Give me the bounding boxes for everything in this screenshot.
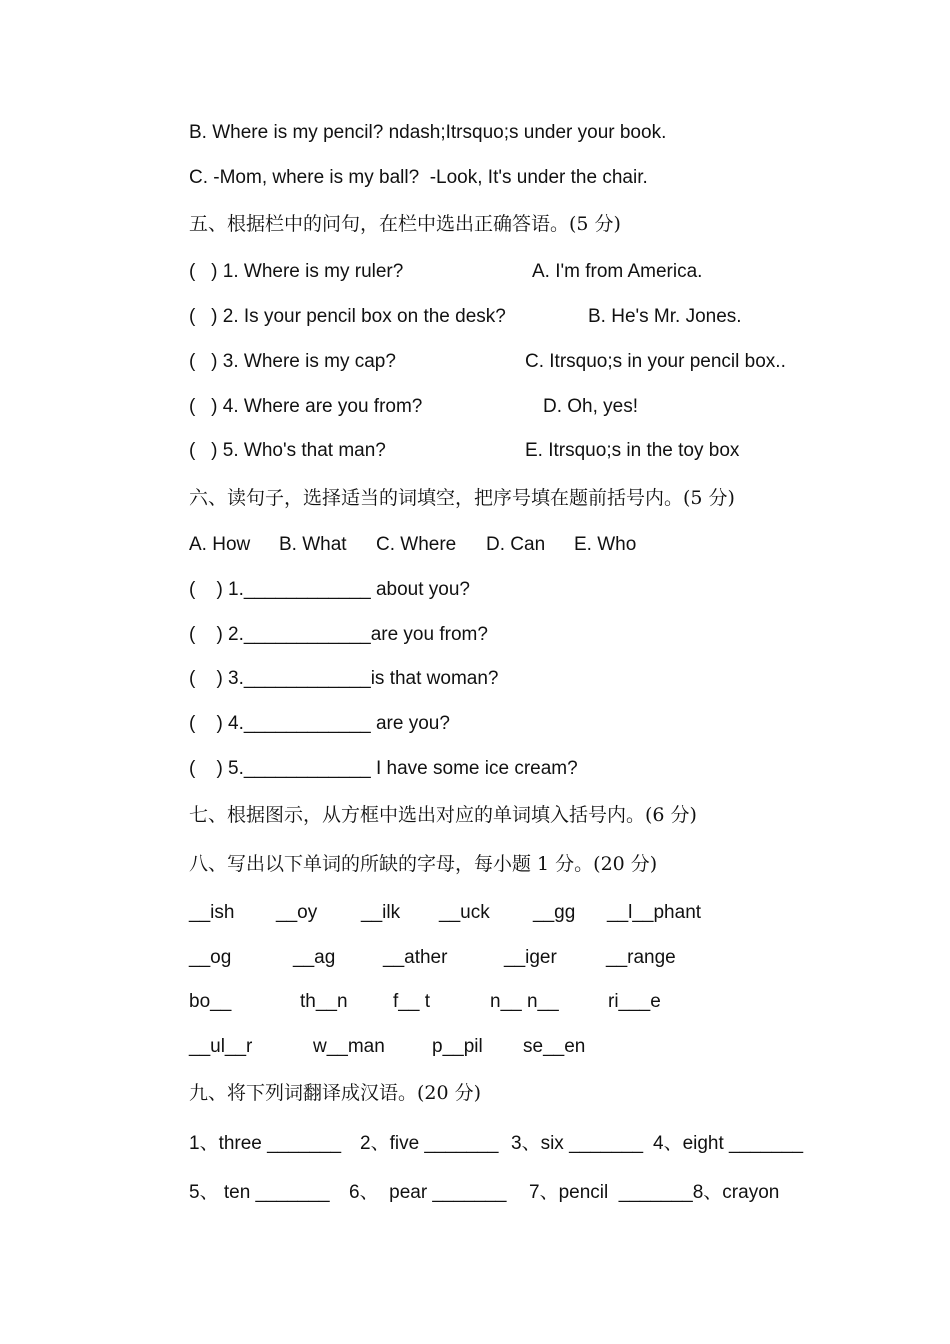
match-answer: D. Oh, yes! <box>543 396 639 417</box>
section-8-heading: 八、写出以下单词的所缺的字母，每小题 1 分。(20 分) <box>189 853 658 875</box>
fill-blank-item: ( ) 4.____________ are you? <box>189 713 450 734</box>
missing-letters-word: p__pil <box>432 1036 483 1057</box>
missing-letters-word: ri___e <box>608 991 661 1012</box>
translate-item: 2、five _______ <box>360 1133 499 1154</box>
translate-item: 3、six _______ <box>511 1133 644 1154</box>
missing-letters-word: se__en <box>523 1036 586 1057</box>
match-row <box>189 260 829 284</box>
match-row <box>189 350 829 374</box>
translate-row <box>189 1132 829 1156</box>
missing-letters-word: __ag <box>293 947 336 968</box>
match-answer: A. I'm from America. <box>532 261 703 282</box>
fill-blank-item: ( ) 3.____________is that woman? <box>189 668 499 689</box>
missing-letters-word: w__man <box>313 1036 385 1057</box>
fill-blank-item: ( ) 2.____________are you from? <box>189 624 488 645</box>
match-question: ( ) 1. Where is my ruler? <box>189 261 404 282</box>
match-question: ( ) 4. Where are you from? <box>189 396 423 417</box>
missing-letters-word: n__ n__ <box>490 991 559 1012</box>
missing-letters-word: __og <box>189 947 232 968</box>
section-7-heading: 七、根据图示，从方框中选出对应的单词填入括号内。(6 分) <box>189 804 697 826</box>
missing-letters-word: __iger <box>504 947 557 968</box>
match-row <box>189 439 829 463</box>
match-question: ( ) 3. Where is my cap? <box>189 351 396 372</box>
missing-letters-word: __oy <box>276 902 318 923</box>
word-options <box>189 533 829 557</box>
word-option: C. Where <box>376 534 457 555</box>
missing-letters-row <box>189 901 829 925</box>
missing-letters-word: __ul__r <box>189 1036 253 1057</box>
match-row <box>189 305 829 329</box>
translate-row <box>189 1181 829 1205</box>
translate-item: 7、pencil _______8、crayon <box>529 1182 780 1203</box>
missing-letters-word: __ather <box>383 947 448 968</box>
word-option: B. What <box>279 534 347 555</box>
option-b-line: B. Where is my pencil? ndash;Itrsquo;s under your book. <box>189 122 667 143</box>
fill-blank-item: ( ) 5.____________ I have some ice cream? <box>189 758 578 779</box>
missing-letters-word: __ish <box>189 902 235 923</box>
translate-item: 1、three _______ <box>189 1133 342 1154</box>
match-answer: E. Itrsquo;s in the toy box <box>525 440 740 461</box>
section-5-heading: 五、根据栏中的问句，在栏中选出正确答语。(5 分) <box>189 213 621 235</box>
missing-letters-row <box>189 946 829 970</box>
missing-letters-row <box>189 1035 829 1059</box>
match-answer: C. Itrsquo;s in your pencil box.. <box>525 351 786 372</box>
word-option: D. Can <box>486 534 546 555</box>
match-question: ( ) 2. Is your pencil box on the desk? <box>189 306 506 327</box>
match-row <box>189 395 829 419</box>
missing-letters-word: th__n <box>300 991 348 1012</box>
match-question: ( ) 5. Who's that man? <box>189 440 386 461</box>
missing-letters-word: f__ t <box>393 991 430 1012</box>
match-answer: B. He's Mr. Jones. <box>588 306 742 327</box>
section-9-heading: 九、将下列词翻译成汉语。(20 分) <box>189 1082 482 1104</box>
missing-letters-word: __range <box>606 947 676 968</box>
missing-letters-word: __gg <box>533 902 576 923</box>
translate-item: 6、 pear _______ <box>349 1182 507 1203</box>
option-c-line: C. -Mom, where is my ball? -Look, It's under the chair. <box>189 167 648 188</box>
missing-letters-word: __uck <box>439 902 490 923</box>
missing-letters-word: __ilk <box>361 902 401 923</box>
missing-letters-word: __l__phant <box>607 902 702 923</box>
word-option: A. How <box>189 534 251 555</box>
missing-letters-word: bo__ <box>189 991 232 1012</box>
missing-letters-row <box>189 990 829 1014</box>
translate-item: 4、eight _______ <box>653 1133 804 1154</box>
word-option: E. Who <box>574 534 637 555</box>
translate-item: 5、 ten _______ <box>189 1182 330 1203</box>
section-6-heading: 六、读句子，选择适当的词填空，把序号填在题前括号内。(5 分) <box>189 487 735 509</box>
fill-blank-item: ( ) 1.____________ about you? <box>189 579 471 600</box>
